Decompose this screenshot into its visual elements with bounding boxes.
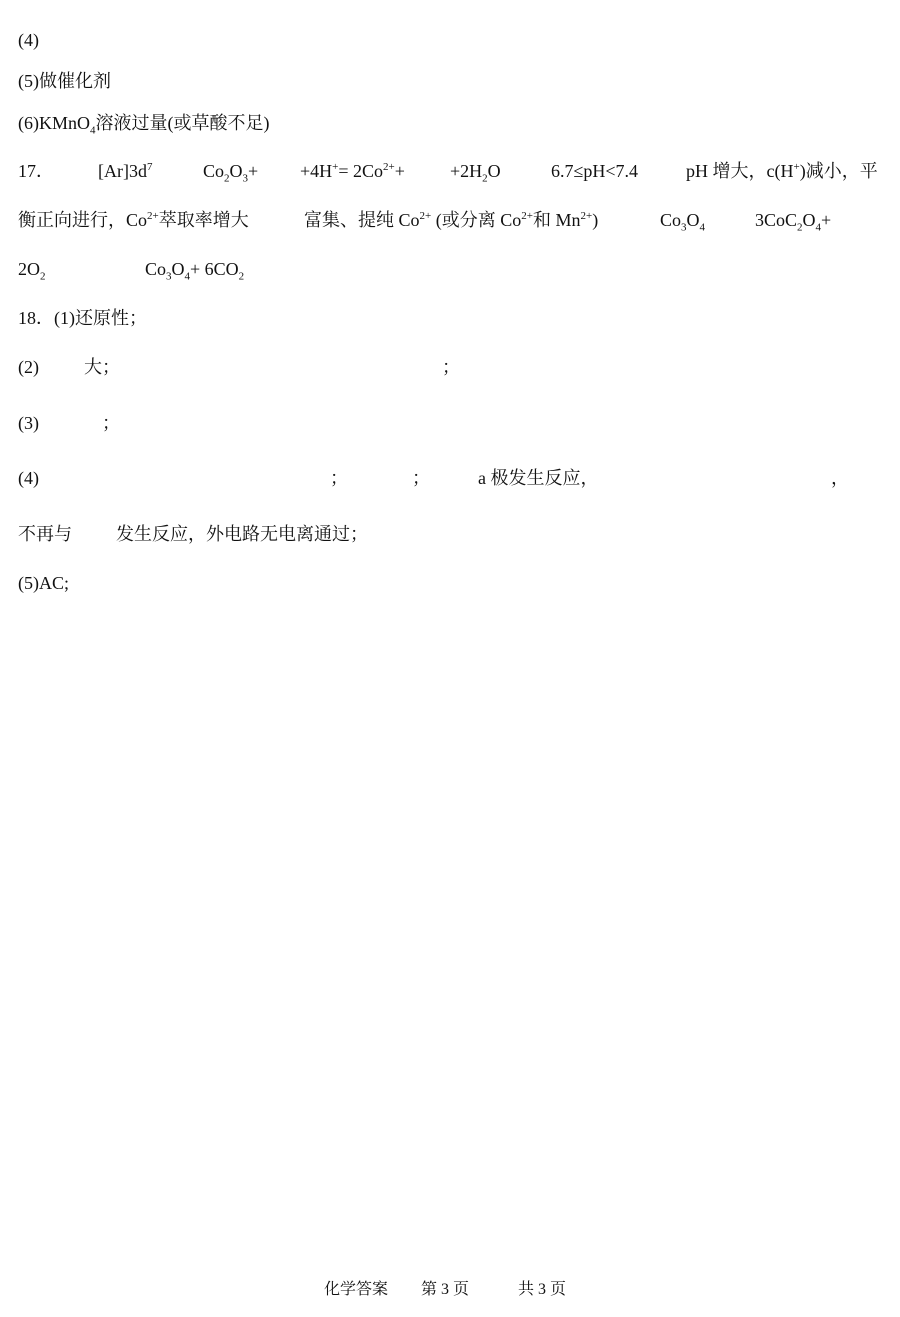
q18-part2-number: (2) <box>18 357 39 377</box>
q17-reaction-reactant: $3CoC_2O_4+$ <box>755 210 832 234</box>
q18-part4-answer-d: ， <box>831 468 849 488</box>
q18-part4-answer-c: a 极发生反应， <box>478 468 599 488</box>
q18-part2-answer-a: 大； <box>84 357 120 377</box>
q16-part5: (5)做催化剂 <box>18 71 111 91</box>
footer-total-pages: 共 3 页 <box>518 1281 567 1298</box>
q18-part4-answer-a: ； <box>330 468 348 488</box>
q18-part3-answer: ； <box>102 413 120 433</box>
q17-equilibrium-text: 衡正向进行，$Co^{2+}$萃取率增大 <box>18 210 249 230</box>
q18-part5: (5)AC; <box>18 573 69 593</box>
q17-reaction-products: $Co_3O_4+ 6CO_2$ <box>145 259 245 283</box>
q18-part1: 18．(1)还原性； <box>18 308 147 328</box>
q16-part4: (4) <box>18 30 39 50</box>
q18-part3-number: (3) <box>18 413 39 433</box>
q17-co2o3: $Co_2O_3+$ <box>203 161 259 185</box>
q17-equation: $+4H^+= 2Co^{2+}+$ <box>300 161 405 181</box>
q17-number: 17． <box>18 161 54 181</box>
q17-ph-range: 6.7≤pH<7.4 <box>551 161 639 181</box>
footer-page-number: 第 3 页 <box>421 1281 470 1298</box>
q17-enrichment-text: 富集、提纯 $Co^{2+}$ (或分离 $Co^{2+}$和 $Mn^{2+}$) <box>304 210 599 230</box>
q18-part4-line2-b: 发生反应，外电路无电离通过； <box>116 524 368 544</box>
q18-part2-answer-b: ； <box>442 357 460 377</box>
q17-oxygen: $2O_2$ <box>18 259 46 283</box>
q18-part4-number: (4) <box>18 468 39 488</box>
q17-water: $+2H_2O$ <box>450 161 501 185</box>
q18-part4-line2-a: 不再与 <box>18 524 72 544</box>
q16-part6: (6)KMnO$_4$溶液过量(或草酸不足) <box>18 113 270 137</box>
q17-ph-explanation: pH 增大，c(H+)减小，平 <box>686 161 878 181</box>
q17-electron-config: $[Ar]3d^7$ <box>98 161 153 181</box>
footer-subject: 化学答案 <box>324 1281 389 1298</box>
q17-co3o4: $Co_3O_4$ <box>660 210 706 234</box>
q18-part4-answer-b: ； <box>412 468 430 488</box>
